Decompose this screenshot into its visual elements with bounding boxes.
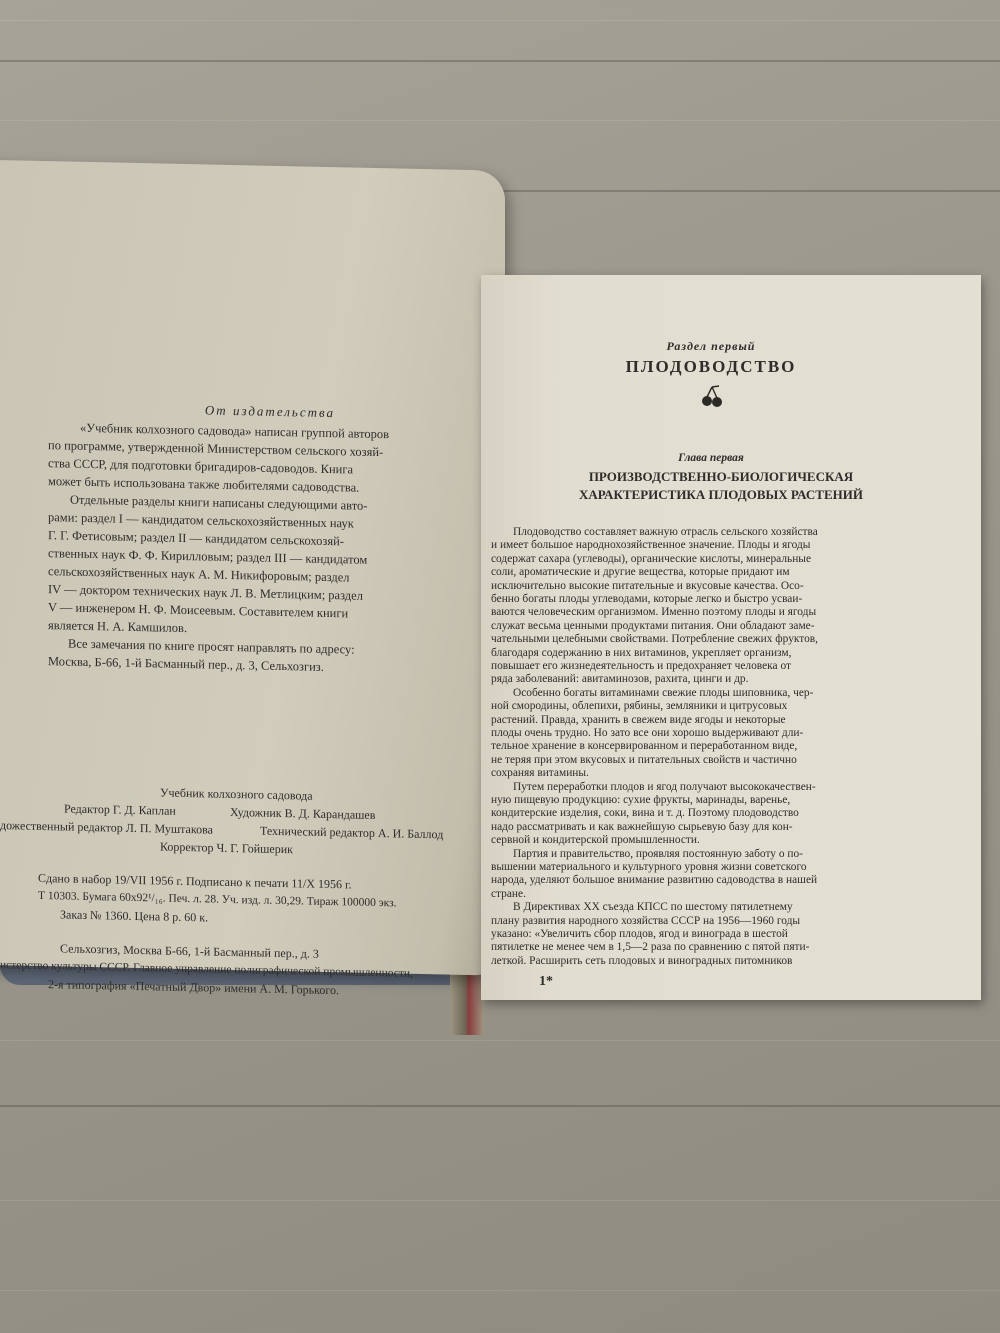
body-text-line: надо рассматривать и как важнейшую сырьевую базу для кон- <box>491 820 793 833</box>
print-line: Сдано в набор 19/VII 1956 г. Подписано к печати 11/X 1956 г. <box>38 870 352 892</box>
print-line: Т 10303. Бумага 60x92¹/₁₆. Печ. л. 28. Уч. изд. л. 30,29. Тираж 100000 экз. <box>38 889 397 910</box>
body-text-line: благодаря содержанию в них витаминов, укрепляет организм, <box>491 646 792 659</box>
body-text-line: исключительно высокие питательные и вкусовые качества. Осо- <box>491 579 804 592</box>
preface-line: Москва, Б-66, 1-й Басманный пер., д. 3, Сельхозгиз. <box>48 654 324 674</box>
table-plank-seam <box>0 60 1000 62</box>
body-text-line: Партия и правительство, проявляя постоянную заботу о по- <box>513 847 803 860</box>
section-title: ПЛОДОВОДСТВО <box>625 357 797 376</box>
body-text-line: леткой. Расширить сеть плодовых и виноградных питомников <box>491 954 793 967</box>
open-book <box>0 165 1000 998</box>
body-text-line: вышении материального и культурного уровня жизни советского <box>491 861 807 873</box>
body-text-line: ную пищевую продукцию: сухие фрукты, маринады, варенье, <box>491 794 791 806</box>
preface-line: по программе, утвержденной Министерством сельского хозяй- <box>48 438 384 460</box>
preface-line: V — инженером Н. Ф. Моисеевым. Составителем книги <box>48 600 349 621</box>
body-text-line: плоды очень трудно. Но зато все они хорошо выдерживают дли- <box>491 727 804 739</box>
body-text-line: ряда заболеваний: авитаминозов, рахита, цинги и др. <box>491 673 749 686</box>
body-text-line: народа, уделяют большое внимание развитию садоводства в нашей <box>491 874 818 887</box>
wood-grain <box>0 120 1000 121</box>
publisher-line: истерство культуры СССР. Главное управление полиграфической промышленности, <box>0 959 413 980</box>
body-text-line: повышает его жизнедеятельность и предохраняет человека от <box>491 660 791 672</box>
credit-artist: Художник В. Д. Карандашев <box>230 804 376 822</box>
credit-editor: Редактор Г. Д. Каплан <box>64 801 176 818</box>
body-text-line: указано: «Увеличить сбор плодов, ягод и винограда в шестой <box>491 928 788 940</box>
preface-line: является Н. А. Камшилов. <box>48 618 188 636</box>
preface-line: рами: раздел I — кандидатом сельскохозяйственных наук <box>48 510 354 531</box>
preface-line: ства СССР, для подготовки бригадиров-садоводов. Книга <box>48 456 354 477</box>
wood-grain <box>0 1200 1000 1201</box>
body-text-line: соли, ароматические и другие вещества, которые придают им <box>491 566 790 579</box>
chapter-title-line: ХАРАКТЕРИСТИКА ПЛОДОВЫХ РАСТЕНИЙ <box>579 487 863 502</box>
body-text-line: стране. <box>491 887 526 900</box>
wood-grain <box>0 1290 1000 1291</box>
preface-line: «Учебник колхозного садовода» написан группой авторов <box>80 420 390 442</box>
preface-line: IV — доктором технических наук Л. В. Метлицким; раздел <box>48 582 363 603</box>
body-text-line: Плодоводство составляет важную отрасль сельского хозяйства <box>513 526 818 538</box>
credit-tech-editor: Технический редактор А. И. Баллод <box>260 823 444 842</box>
body-text-line: ной смородины, облепихи, рябины, земляники и цитрусовых <box>491 700 788 713</box>
credit-art-editor: дожественный редактор Л. П. Муштакова <box>0 818 213 837</box>
preface-line: Г. Г. Фетисовым; раздел II — кандидатом сельскохозяй- <box>48 528 344 549</box>
body-text-line: кондитерские изделия, соки, вина и т. д. Поэтому плодоводство <box>491 807 799 820</box>
publisher-line: 2-я типография «Печатный Двор» имени А. М. Горького. <box>48 977 339 998</box>
table-plank-seam <box>0 1105 1000 1107</box>
cherry-icon <box>699 385 725 409</box>
right-page <box>481 275 981 1000</box>
left-page <box>0 159 505 998</box>
body-text-line: бенно богаты плоды углеводами, которые легко и быстро усваи- <box>491 593 803 605</box>
body-text-line: растений. Правда, хранить в свежем виде ягоды и некоторые <box>491 713 786 726</box>
wood-grain <box>0 1040 1000 1041</box>
preface-heading: От издательства <box>204 402 336 421</box>
body-text-line: содержат сахара (углеводы), органические кислоты, минеральные <box>491 552 811 565</box>
signature-mark: 1* <box>539 974 553 989</box>
body-text-line: служат весьма ценными продуктами питания. Они обладают заме- <box>491 619 815 632</box>
publisher-line: Сельхозгиз, Москва Б-66, 1-й Басманный пер., д. 3 <box>60 941 319 961</box>
wood-grain <box>0 20 1000 21</box>
chapter-label: Глава первая <box>678 452 744 464</box>
body-text-line: В Директивах XX съезда КПСС по шестому пятилетнему <box>513 901 793 914</box>
preface-line: сельскохозяйственных наук А. М. Никифоровым; раздел <box>48 564 350 585</box>
print-line: Заказ № 1360. Цена 8 р. 60 к. <box>60 907 209 925</box>
body-text-line: и имеет большое народнохозяйственное значение. Плоды и ягоды <box>491 539 811 552</box>
body-text-line: сервной и кондитерской промышленности. <box>491 834 700 847</box>
body-text-line: пятилетке не менее чем в 1,5—2 раза по сравнению с пятой пяти- <box>491 941 810 954</box>
body-text-line: чательными целебными свойствами. Потребление свежих фруктов, <box>491 633 819 646</box>
preface-line: ственных наук Ф. Ф. Кирилловым; раздел III — кандидатом <box>48 546 368 567</box>
preface-line: Все замечания по книге просят направлять по адресу: <box>68 636 355 657</box>
body-text-line: не теряя при этом вкусовых и питательных свойств и частично <box>491 753 797 766</box>
credit-proofreader: Корректор Ч. Г. Гойшерик <box>160 839 293 857</box>
preface-line: может быть использована также любителями садоводства. <box>48 474 360 495</box>
body-text-line: Особенно богаты витаминами свежие плоды шиповника, чер- <box>513 686 814 699</box>
body-text-line: тельное хранение в консервированном и переработанном виде, <box>491 740 798 753</box>
section-label: Раздел первый <box>666 339 756 353</box>
preface-line: Отдельные разделы книги написаны следующими авто- <box>70 492 368 513</box>
body-text-line: сохраняя витамины. <box>491 767 589 780</box>
body-text-line: плану развития народного хозяйства СССР на 1956—1960 годы <box>491 914 801 927</box>
imprint-title: Учебник колхозного садовода <box>160 785 313 803</box>
body-text-line: Путем переработки плодов и ягод получают высококачествен- <box>513 780 816 793</box>
chapter-title-line: ПРОИЗВОДСТВЕННО-БИОЛОГИЧЕСКАЯ <box>588 469 854 484</box>
body-text-line: ваются человеческим организмом. Именно поэтому плоды и ягоды <box>491 606 817 619</box>
